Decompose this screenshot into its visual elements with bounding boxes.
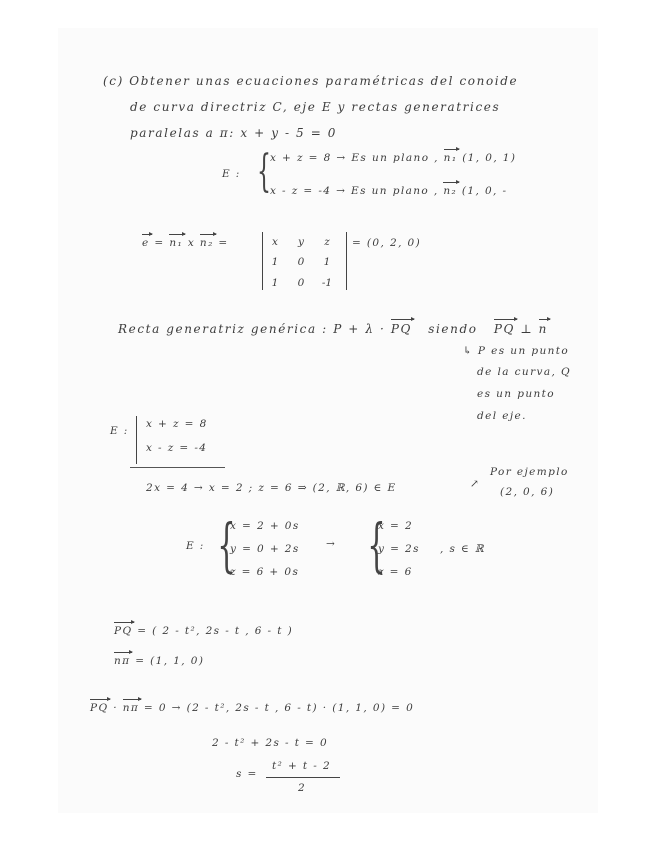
- e-system-brace: {: [257, 146, 271, 197]
- param-r3: z = 6: [378, 566, 413, 578]
- param-arrow: →: [326, 538, 337, 550]
- determinant-right-bar: [346, 232, 347, 290]
- generatrix-note-4: del eje.: [477, 410, 527, 422]
- pq-vector-eq: PQ = ( 2 - t², 2s - t , 6 - t ): [114, 625, 294, 637]
- dot-product-line: PQ · nπ = 0 → (2 - t², 2s - t , 6 - t) · (1, 1, 0) = 0: [90, 702, 415, 714]
- n2-vector: n₂: [443, 185, 458, 197]
- param-l3: z = 6 + 0s: [230, 566, 300, 578]
- problem-statement-line-3: paralelas a π: x + y - 5 = 0: [130, 126, 338, 140]
- param-r2: y = 2s: [378, 543, 420, 555]
- npi-vector-eq: nπ = (1, 1, 0): [114, 655, 205, 667]
- e-system2-label: E :: [110, 425, 129, 437]
- s-denominator: 2: [298, 782, 307, 794]
- param-brace-right: {: [367, 511, 386, 579]
- final-equation: 2 - t² + 2s - t = 0: [212, 737, 329, 749]
- e-solve-line: 2x = 4 → x = 2 ; z = 6 ⇒ (2, ℝ, 6) ∈ E: [146, 482, 397, 494]
- param-brace-left: {: [217, 511, 236, 579]
- matrix-cell: 1: [323, 256, 331, 268]
- matrix-cell: y: [298, 236, 304, 248]
- n1-vector: n₁: [443, 152, 458, 164]
- problem-statement-line-2: de curva directriz C, eje E y rectas generatrices: [130, 100, 501, 114]
- e-system-eq1: x + z = 8 → Es un plano , n₁ (1, 0, 1): [270, 152, 517, 164]
- generatrix-note-1: ↳ P es un punto: [463, 345, 570, 357]
- example-arrow: ↗: [470, 478, 481, 490]
- matrix-cell: 1: [271, 277, 279, 289]
- example-point: (2, 0, 6): [500, 486, 555, 498]
- matrix-cell: 0: [297, 277, 305, 289]
- cross-product-lhs: e = n₁ x n₂ =: [142, 237, 229, 249]
- solve-rule: [130, 467, 225, 468]
- matrix-cell: x: [272, 236, 278, 248]
- matrix-cell: -1: [321, 277, 333, 289]
- param-r1: x = 2: [378, 520, 414, 532]
- example-label: Por ejemplo: [490, 466, 569, 478]
- generatrix-line: Recta generatriz genérica : P + λ · PQ siendo PQ ⊥ n: [118, 322, 549, 336]
- problem-statement-line-1: (c) Obtener unas ecuaciones paramétricas del conoide: [103, 74, 519, 88]
- s-label: s =: [236, 768, 258, 780]
- e-system-label: E :: [222, 168, 241, 180]
- param-l1: x = 2 + 0s: [230, 520, 300, 532]
- determinant-left-bar: [262, 232, 263, 290]
- matrix-cell: z: [324, 236, 330, 248]
- e-system2-eq1: x + z = 8: [146, 418, 208, 430]
- e-system-eq2: x - z = -4 → Es un plano , n₂ (1, 0, -: [270, 185, 508, 197]
- s-numerator: t² + t - 2: [272, 760, 332, 772]
- param-domain: , s ∈ ℝ: [440, 543, 486, 555]
- param-l2: y = 0 + 2s: [230, 543, 300, 555]
- fraction-bar: [266, 777, 340, 778]
- generatrix-note-2: de la curva, Q: [477, 366, 571, 378]
- cross-product-result: = (0, 2, 0): [352, 237, 422, 249]
- matrix-cell: 1: [271, 256, 279, 268]
- matrix-cell: 0: [297, 256, 305, 268]
- e-system2-eq2: x - z = -4: [146, 442, 208, 454]
- e-system2-bar: [136, 416, 137, 464]
- param-label: E :: [186, 540, 205, 552]
- generatrix-note-3: es un punto: [477, 388, 555, 400]
